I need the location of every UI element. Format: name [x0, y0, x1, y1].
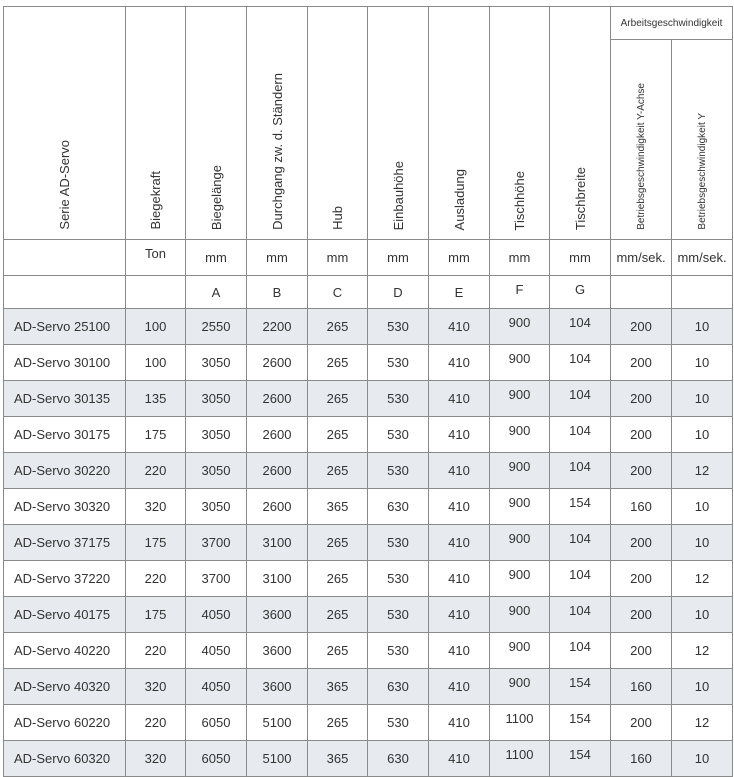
value-cell: 530 — [368, 525, 429, 561]
model-name-cell: AD-Servo 40220 — [4, 633, 126, 669]
value-cell: 1100 — [490, 741, 550, 777]
header-table-height: Tischhöhe — [490, 7, 550, 240]
value-cell: 410 — [429, 633, 490, 669]
value-cell: 530 — [368, 345, 429, 381]
letter-cell: C — [308, 276, 368, 309]
value-cell: 2600 — [247, 453, 308, 489]
value-cell: 4050 — [186, 597, 247, 633]
value-cell: 900 — [490, 345, 550, 381]
model-name-cell: AD-Servo 60320 — [4, 741, 126, 777]
value-cell: 104 — [550, 309, 611, 345]
model-name-cell: AD-Servo 37220 — [4, 561, 126, 597]
value-cell: 200 — [611, 633, 672, 669]
value-cell: 4050 — [186, 633, 247, 669]
model-name-cell: AD-Servo 40175 — [4, 597, 126, 633]
value-cell: 2200 — [247, 309, 308, 345]
value-cell: 175 — [126, 597, 186, 633]
value-cell: 265 — [308, 417, 368, 453]
value-cell: 2600 — [247, 489, 308, 525]
value-cell: 220 — [126, 453, 186, 489]
value-cell: 265 — [308, 309, 368, 345]
value-cell: 410 — [429, 417, 490, 453]
header-bending-length: Biegelänge — [186, 7, 247, 240]
value-cell: 320 — [126, 741, 186, 777]
value-cell: 265 — [308, 597, 368, 633]
value-cell: 900 — [490, 453, 550, 489]
model-name-cell: AD-Servo 25100 — [4, 309, 126, 345]
value-cell: 630 — [368, 669, 429, 705]
value-cell: 530 — [368, 453, 429, 489]
value-cell: 900 — [490, 417, 550, 453]
value-cell: 10 — [672, 309, 733, 345]
dimension-letters-row — [4, 276, 733, 309]
letter-cell — [4, 276, 126, 309]
value-cell: 900 — [490, 381, 550, 417]
value-cell: 2600 — [247, 345, 308, 381]
value-cell: 154 — [550, 489, 611, 525]
value-cell: 104 — [550, 561, 611, 597]
value-cell: 160 — [611, 489, 672, 525]
value-cell: 175 — [126, 417, 186, 453]
unit-cell: mm — [429, 240, 490, 276]
value-cell: 900 — [490, 597, 550, 633]
spec-table — [3, 6, 733, 777]
table-row — [4, 417, 733, 453]
value-cell: 3700 — [186, 525, 247, 561]
header-throat-depth: Ausladung — [429, 7, 490, 240]
value-cell: 3050 — [186, 345, 247, 381]
header-installation-height: Einbauhöhe — [368, 7, 429, 240]
value-cell: 200 — [611, 561, 672, 597]
letter-cell — [126, 276, 186, 309]
value-cell: 900 — [490, 525, 550, 561]
unit-cell: mm/sek. — [672, 240, 733, 276]
model-name-cell: AD-Servo 30100 — [4, 345, 126, 381]
value-cell: 200 — [611, 525, 672, 561]
table-row — [4, 489, 733, 525]
letter-cell: E — [429, 276, 490, 309]
value-cell: 220 — [126, 561, 186, 597]
value-cell: 530 — [368, 417, 429, 453]
value-cell: 530 — [368, 705, 429, 741]
value-cell: 154 — [550, 669, 611, 705]
table-row — [4, 705, 733, 741]
value-cell: 265 — [308, 525, 368, 561]
value-cell: 365 — [308, 669, 368, 705]
letter-cell: F — [490, 276, 550, 309]
table-row — [4, 453, 733, 489]
value-cell: 265 — [308, 705, 368, 741]
letter-cell: A — [186, 276, 247, 309]
value-cell: 104 — [550, 417, 611, 453]
value-cell: 160 — [611, 741, 672, 777]
value-cell: 10 — [672, 597, 733, 633]
value-cell: 12 — [672, 705, 733, 741]
value-cell: 900 — [490, 633, 550, 669]
value-cell: 104 — [550, 633, 611, 669]
value-cell: 900 — [490, 489, 550, 525]
value-cell: 220 — [126, 633, 186, 669]
value-cell: 3050 — [186, 381, 247, 417]
value-cell: 200 — [611, 381, 672, 417]
value-cell: 900 — [490, 669, 550, 705]
value-cell: 10 — [672, 525, 733, 561]
model-name-cell: AD-Servo 37175 — [4, 525, 126, 561]
header-speed-y-axis: Betriebsgeschwindigkeit Y-Achse — [611, 40, 672, 240]
value-cell: 10 — [672, 741, 733, 777]
value-cell: 3050 — [186, 453, 247, 489]
value-cell: 104 — [550, 597, 611, 633]
value-cell: 4050 — [186, 669, 247, 705]
value-cell: 200 — [611, 453, 672, 489]
value-cell: 530 — [368, 633, 429, 669]
value-cell: 410 — [429, 345, 490, 381]
value-cell: 2600 — [247, 417, 308, 453]
unit-cell: mm/sek. — [611, 240, 672, 276]
value-cell: 265 — [308, 561, 368, 597]
value-cell: 365 — [308, 741, 368, 777]
value-cell: 104 — [550, 525, 611, 561]
value-cell: 630 — [368, 741, 429, 777]
unit-cell: mm — [308, 240, 368, 276]
value-cell: 410 — [429, 597, 490, 633]
unit-cell: mm — [550, 240, 611, 276]
value-cell: 410 — [429, 453, 490, 489]
value-cell: 5100 — [247, 705, 308, 741]
model-name-cell: AD-Servo 30220 — [4, 453, 126, 489]
table-row — [4, 309, 733, 345]
value-cell: 104 — [550, 381, 611, 417]
value-cell: 100 — [126, 309, 186, 345]
value-cell: 320 — [126, 669, 186, 705]
header-throat-width: Durchgang zw. d. Ständern — [247, 7, 308, 240]
header-stroke: Hub — [308, 7, 368, 240]
header-working-speed-group: Arbeitsgeschwindigkeit — [611, 7, 733, 40]
value-cell: 104 — [550, 453, 611, 489]
value-cell: 630 — [368, 489, 429, 525]
model-name-cell: AD-Servo 30320 — [4, 489, 126, 525]
value-cell: 200 — [611, 309, 672, 345]
unit-cell: mm — [186, 240, 247, 276]
value-cell: 3050 — [186, 489, 247, 525]
value-cell: 10 — [672, 345, 733, 381]
value-cell: 2600 — [247, 381, 308, 417]
value-cell: 154 — [550, 705, 611, 741]
value-cell: 530 — [368, 381, 429, 417]
model-name-cell: AD-Servo 30135 — [4, 381, 126, 417]
value-cell: 135 — [126, 381, 186, 417]
value-cell: 160 — [611, 669, 672, 705]
unit-cell: mm — [490, 240, 550, 276]
table-row — [4, 741, 733, 777]
value-cell: 530 — [368, 597, 429, 633]
model-name-cell: AD-Servo 30175 — [4, 417, 126, 453]
value-cell: 10 — [672, 489, 733, 525]
value-cell: 12 — [672, 561, 733, 597]
table-row — [4, 345, 733, 381]
value-cell: 320 — [126, 489, 186, 525]
value-cell: 900 — [490, 309, 550, 345]
table-row — [4, 633, 733, 669]
value-cell: 3050 — [186, 417, 247, 453]
value-cell: 265 — [308, 381, 368, 417]
value-cell: 900 — [490, 561, 550, 597]
value-cell: 410 — [429, 525, 490, 561]
value-cell: 410 — [429, 561, 490, 597]
model-name-cell: AD-Servo 60220 — [4, 705, 126, 741]
letter-cell: B — [247, 276, 308, 309]
value-cell: 410 — [429, 705, 490, 741]
value-cell: 1100 — [490, 705, 550, 741]
value-cell: 530 — [368, 309, 429, 345]
table-row — [4, 525, 733, 561]
value-cell: 3600 — [247, 597, 308, 633]
value-cell: 2550 — [186, 309, 247, 345]
value-cell: 6050 — [186, 741, 247, 777]
unit-cell — [4, 240, 126, 276]
letter-cell — [672, 276, 733, 309]
value-cell: 410 — [429, 669, 490, 705]
header-bending-force: Biegekraft — [126, 7, 186, 240]
value-cell: 265 — [308, 345, 368, 381]
units-row — [4, 240, 733, 276]
value-cell: 530 — [368, 561, 429, 597]
value-cell: 410 — [429, 309, 490, 345]
value-cell: 10 — [672, 669, 733, 705]
unit-cell: mm — [368, 240, 429, 276]
header-speed-y: Betriebsgeschwindigkeit Y — [672, 40, 733, 240]
value-cell: 175 — [126, 525, 186, 561]
value-cell: 12 — [672, 633, 733, 669]
value-cell: 3600 — [247, 633, 308, 669]
value-cell: 3100 — [247, 525, 308, 561]
value-cell: 410 — [429, 741, 490, 777]
value-cell: 265 — [308, 633, 368, 669]
header-series: Serie AD-Servo — [4, 7, 126, 240]
value-cell: 365 — [308, 489, 368, 525]
table-row — [4, 597, 733, 633]
value-cell: 3600 — [247, 669, 308, 705]
value-cell: 265 — [308, 453, 368, 489]
model-name-cell: AD-Servo 40320 — [4, 669, 126, 705]
value-cell: 3100 — [247, 561, 308, 597]
value-cell: 10 — [672, 381, 733, 417]
value-cell: 5100 — [247, 741, 308, 777]
value-cell: 104 — [550, 345, 611, 381]
value-cell: 3700 — [186, 561, 247, 597]
table-row — [4, 381, 733, 417]
value-cell: 200 — [611, 705, 672, 741]
value-cell: 154 — [550, 741, 611, 777]
value-cell: 410 — [429, 381, 490, 417]
value-cell: 12 — [672, 453, 733, 489]
value-cell: 200 — [611, 345, 672, 381]
value-cell: 220 — [126, 705, 186, 741]
unit-cell: mm — [247, 240, 308, 276]
value-cell: 410 — [429, 489, 490, 525]
table-body — [4, 240, 733, 777]
table-row — [4, 561, 733, 597]
unit-cell: Ton — [126, 240, 186, 276]
value-cell: 10 — [672, 417, 733, 453]
value-cell: 6050 — [186, 705, 247, 741]
header-table-width: Tischbreite — [550, 7, 611, 240]
letter-cell: D — [368, 276, 429, 309]
value-cell: 200 — [611, 597, 672, 633]
value-cell: 100 — [126, 345, 186, 381]
letter-cell: G — [550, 276, 611, 309]
value-cell: 200 — [611, 417, 672, 453]
letter-cell — [611, 276, 672, 309]
